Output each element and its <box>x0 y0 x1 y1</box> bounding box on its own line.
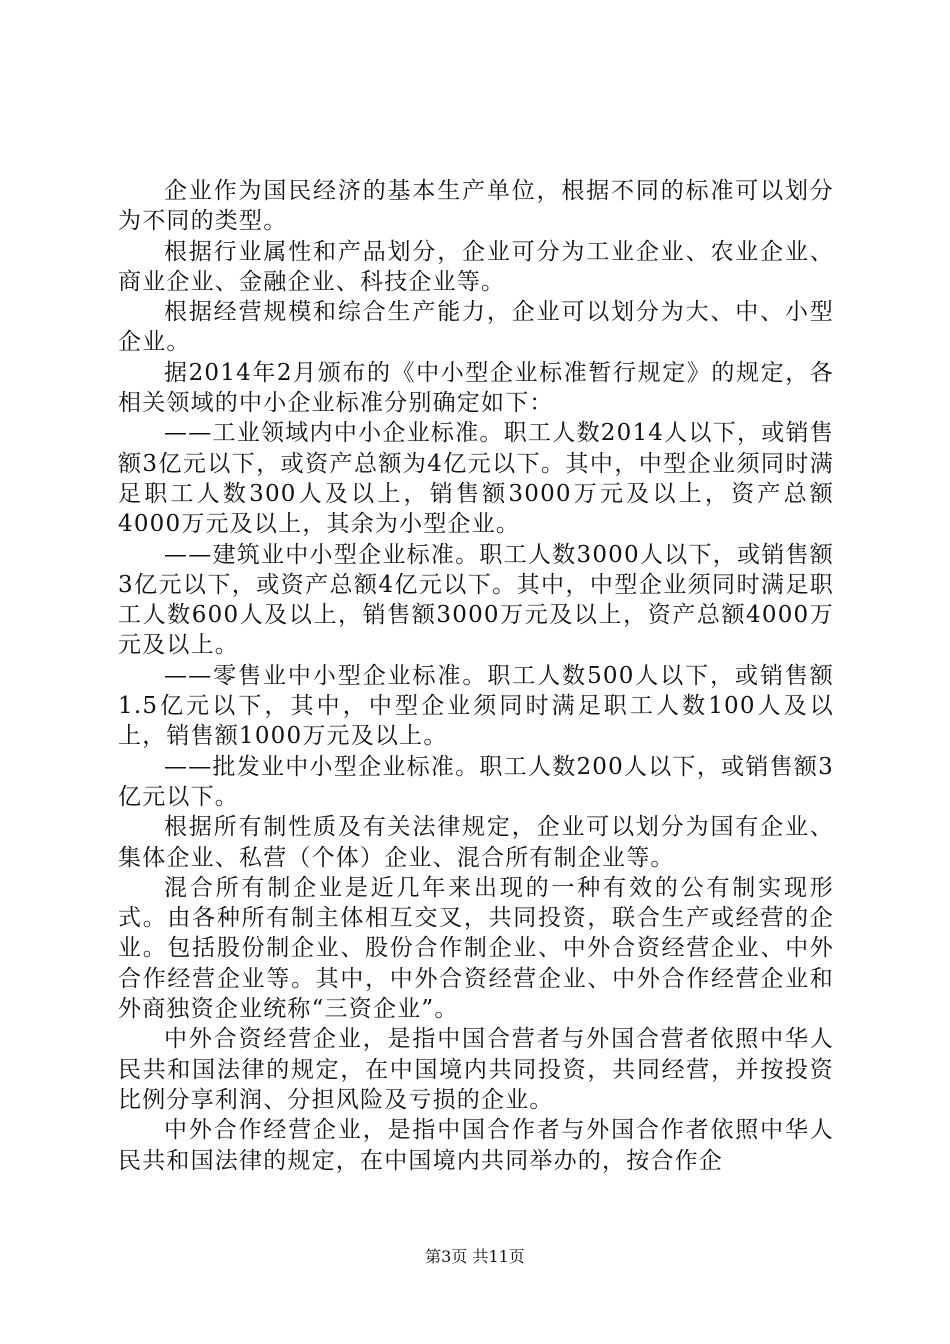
paragraph-retail-standard: ——零售业中小型企业标准。职工人数500人以下，或销售额1.5亿元以下，其中，中型企业须同时满足职工人数100人及以上，销售额1000万元及以上。 <box>118 662 834 750</box>
paragraph-1: 企业作为国民经济的基本生产单位，根据不同的标准可以划分为不同的类型。 <box>118 178 834 235</box>
paragraph-industrial-standard: ——工业领域内中小企业标准。职工人数2014人以下，或销售额3亿元以下，或资产总额为4亿元以下。其中，中型企业须同时满足职工人数300人及以上，销售额3000万元及以上，资产总额4000万元及以上，其余为小型企业。 <box>118 420 834 538</box>
paragraph-wholesale-standard: ——批发业中小型企业标准。职工人数200人以下，或销售额3亿元以下。 <box>118 753 834 810</box>
paragraph-2: 根据行业属性和产品划分，企业可分为工业企业、农业企业、商业企业、金融企业、科技企业等。 <box>118 238 834 295</box>
paragraph-3: 根据经营规模和综合生产能力，企业可以划分为大、中、小型企业。 <box>118 299 834 356</box>
paragraph-mixed-ownership: 混合所有制企业是近几年来出现的一种有效的公有制实现形式。由各种所有制主体相互交叉，共同投资，联合生产或经营的企业。包括股份制企业、股份合作制企业、中外合资经营企业、中外合作经营企业等。其中，中外合资经营企业、中外合作经营企业和外商独资企业统称“三资企业”。 <box>118 874 834 1023</box>
paragraph-cooperative: 中外合作经营企业，是指中国合作者与外国合作者依照中华人民共和国法律的规定，在中国境内共同举办的，按合作企 <box>118 1117 834 1174</box>
paragraph-joint-venture: 中外合资经营企业，是指中国合营者与外国合营者依照中华人民共和国法律的规定，在中国境内共同投资，共同经营，并按投资比例分享利润、分担风险及亏损的企业。 <box>118 1026 834 1113</box>
page-footer: 第3页 共11页 <box>425 1247 525 1266</box>
document-body <box>118 176 834 1176</box>
paragraph-4: 据2014年2月颁布的《中小型企业标准暂行规定》的规定，各相关领域的中小企业标准分别确定如下： <box>118 359 834 417</box>
paragraph-construction-standard: ——建筑业中小型企业标准。职工人数3000人以下，或销售额3亿元以下，或资产总额4亿元以下。其中，中型企业须同时满足职工人数600人及以上，销售额3000万元及以上，资产总额4000万元及以上。 <box>118 541 834 659</box>
paragraph-ownership: 根据所有制性质及有关法律规定，企业可以划分为国有企业、集体企业、私营（个体）企业、混合所有制企业等。 <box>118 814 834 871</box>
